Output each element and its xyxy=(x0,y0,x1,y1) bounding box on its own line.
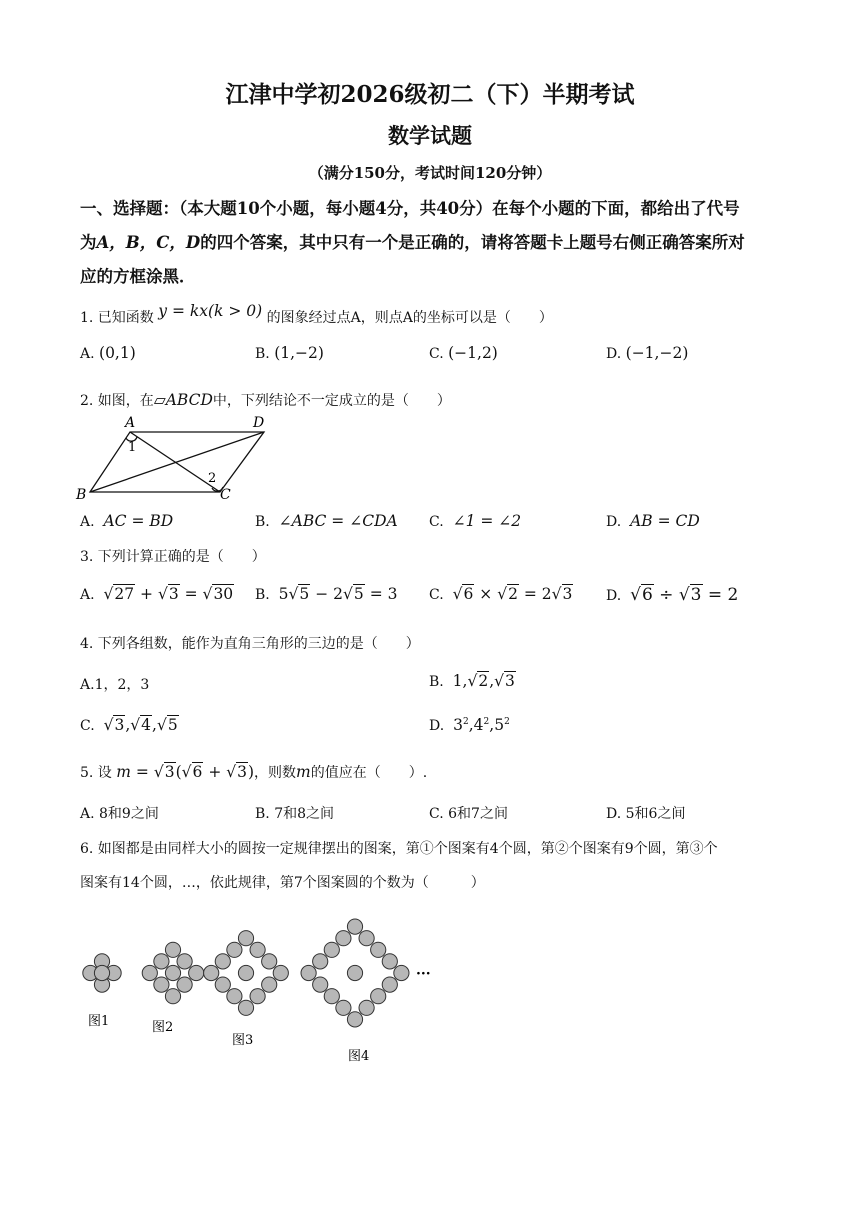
radicand: 6 xyxy=(641,585,653,605)
option-value: ∠ABC = ∠CDA xyxy=(278,512,398,530)
option-value: 5√5 − 2√5 = 3 xyxy=(278,585,398,603)
option-value: 5和6之间 xyxy=(625,806,686,822)
option-value: √6 × √2 = 2√3 xyxy=(452,585,573,603)
option-label: A. xyxy=(80,514,95,530)
q3-option-a[interactable] xyxy=(80,585,234,603)
pattern-3-circle xyxy=(273,965,288,980)
q2-shape: ▱ABCD xyxy=(153,391,213,409)
option-label: C. xyxy=(429,806,444,822)
option-label: B. xyxy=(255,806,270,822)
pattern-1-circle xyxy=(94,965,109,980)
q4-option-c[interactable] xyxy=(80,716,179,734)
angle-2-label: 2 xyxy=(208,471,217,486)
option-value: 6和7之间 xyxy=(448,806,508,822)
option-label: B. xyxy=(255,514,270,530)
pattern-4-circle xyxy=(359,931,374,946)
q1-option-b[interactable] xyxy=(255,344,324,362)
option-value: √27 + √3 = √30 xyxy=(103,585,234,603)
base: 5 xyxy=(494,716,505,734)
operator: = 2 xyxy=(518,585,552,603)
circle-pattern-figure xyxy=(60,895,460,1075)
option-value: AC = BD xyxy=(103,512,174,530)
radicand: 6 xyxy=(192,763,203,781)
pattern-3-circle xyxy=(238,1000,253,1015)
pattern-2-circle xyxy=(177,954,192,969)
pattern-4-circle xyxy=(336,931,351,946)
coefficient: 5 xyxy=(278,585,289,603)
pattern-3-circle xyxy=(215,954,230,969)
q4-option-d[interactable] xyxy=(429,716,510,734)
option-label: A. xyxy=(80,346,95,362)
option-value: (1,−2) xyxy=(274,344,324,362)
pattern-4-circle xyxy=(336,1000,351,1015)
q5-option-c[interactable] xyxy=(429,803,508,823)
option-label: A. xyxy=(80,806,95,822)
option-value: 7和8之间 xyxy=(274,806,335,822)
pattern-3-circle xyxy=(262,977,277,992)
diagonal-bd xyxy=(90,432,264,492)
pattern-4-circle xyxy=(324,989,339,1004)
section-intro-line1: 一、选择题：（本大题10个小题，每小题4分，共40分）在每个小题的下面，都给出了代号 xyxy=(80,199,740,218)
q1-option-a[interactable] xyxy=(80,344,136,362)
pattern-4-circle xyxy=(313,954,328,969)
exam-title: 江津中学初2026级初二（下）半期考试 xyxy=(225,81,635,108)
question-6-line1: 6. 如图都是由同样大小的圆按一定规律摆出的图案，第①个图案有4个圆，第②个图案有9个圆，第③个 xyxy=(80,841,718,857)
vertex-c-label: C xyxy=(220,487,231,503)
q5-post: ，则数 xyxy=(254,765,297,781)
section-intro-line3: 应的方框涂黑． xyxy=(80,267,196,286)
pattern-4-circle xyxy=(347,1012,362,1027)
figure-3-label: 图3 xyxy=(232,1033,254,1048)
parallelogram-figure xyxy=(74,414,274,504)
q1-pre: 1. 已知函数 xyxy=(80,310,154,326)
pattern-4-circle xyxy=(371,989,386,1004)
q5-option-b[interactable] xyxy=(255,803,334,823)
separator: , xyxy=(489,672,495,690)
pattern-4-circle xyxy=(359,1000,374,1015)
figure-4-label: 图4 xyxy=(348,1049,370,1064)
option-value: 1,√2,√3 xyxy=(452,672,515,690)
radicand: 3 xyxy=(114,716,125,734)
q2-post: 中，下列结论不一定成立的是（ ） xyxy=(212,393,451,409)
base: 4 xyxy=(473,716,484,734)
base: 3 xyxy=(453,716,463,734)
pattern-4-circle xyxy=(371,942,386,957)
q5-formula: m = √3(√6 + √3) xyxy=(116,763,255,781)
option-value: √6 ÷ √3 = 2 xyxy=(630,585,739,605)
operator: ÷ xyxy=(653,585,679,605)
radicand: 3 xyxy=(562,585,573,603)
section-intro xyxy=(80,192,784,294)
option-value: ∠1 = ∠2 xyxy=(452,512,522,530)
option-label: B. xyxy=(255,587,270,603)
option-label: A. xyxy=(80,587,95,603)
option-value: AB = CD xyxy=(630,512,700,530)
pattern-4-circle xyxy=(382,954,397,969)
q2-option-d[interactable] xyxy=(606,512,700,530)
pattern-circles xyxy=(83,919,409,1027)
option-label: B. xyxy=(429,674,444,690)
pattern-3-circle xyxy=(250,989,265,1004)
radicand: 5 xyxy=(299,585,310,603)
option-value: √3,√4,√5 xyxy=(103,716,178,734)
option-label: D. xyxy=(606,806,622,822)
option-value xyxy=(453,716,510,734)
vertex-b-label: B xyxy=(76,487,87,503)
q5-option-a[interactable] xyxy=(80,803,159,823)
option-value: 8和9之间 xyxy=(99,806,159,822)
pattern-2-circle xyxy=(165,965,180,980)
q2-option-c[interactable] xyxy=(429,512,521,530)
q2-pre: 2. 如图，在 xyxy=(80,393,154,409)
pattern-3-circle xyxy=(238,965,253,980)
q1-option-d[interactable] xyxy=(606,344,688,362)
option-label: C. xyxy=(429,346,444,362)
radicand: 30 xyxy=(213,585,234,603)
radicand: 5 xyxy=(353,585,364,603)
option-value: (−1,−2) xyxy=(625,344,689,362)
q1-post: 的图象经过点A，则点A的坐标可以是（ ） xyxy=(266,310,553,326)
pattern-3-circle xyxy=(227,942,242,957)
exam-subtitle: 数学试题 xyxy=(388,123,472,148)
figure-2-label: 图2 xyxy=(152,1020,174,1035)
option-label: D. xyxy=(606,346,622,362)
option-value: (−1,2) xyxy=(448,344,498,362)
diagonal-ac xyxy=(130,432,220,492)
question-1-stem xyxy=(80,302,553,327)
operator: = xyxy=(179,585,203,603)
separator: , xyxy=(489,716,495,734)
intro-text: 的四个答案，其中只有一个是正确的，请将 xyxy=(200,233,514,252)
radicand: 2 xyxy=(508,585,518,603)
exponent: 2 xyxy=(483,716,490,727)
operator: − 2 xyxy=(310,585,343,603)
intro-dotted-char: 答题卡 • xyxy=(514,233,564,252)
question-3-stem: 3. 下列计算正确的是（ ） xyxy=(80,549,266,565)
separator: , xyxy=(468,716,474,734)
q2-option-a[interactable] xyxy=(80,512,173,530)
radicand: 3 xyxy=(237,763,247,781)
q1-option-c[interactable] xyxy=(429,344,498,362)
operator: = 2 xyxy=(702,585,739,605)
option-label: C. xyxy=(80,718,95,734)
pattern-3-circle xyxy=(238,931,253,946)
operator: + xyxy=(135,585,158,603)
option-label: B. xyxy=(255,346,270,362)
radicand: 5 xyxy=(167,716,178,734)
operator: × xyxy=(474,585,498,603)
pattern-2-circle xyxy=(165,942,180,957)
question-2-stem xyxy=(80,390,451,410)
pattern-4-circle xyxy=(382,977,397,992)
radicand: 27 xyxy=(114,585,135,603)
section-intro-line2 xyxy=(80,226,784,260)
intro-text: 为 xyxy=(80,233,97,252)
pattern-4-circle xyxy=(301,965,316,980)
intro-text: 上题号右侧正确答案所对 xyxy=(563,233,745,252)
pattern-2-circle xyxy=(154,954,169,969)
q2-option-b[interactable] xyxy=(255,512,398,530)
vertex-d-label: D xyxy=(253,415,265,431)
question-6-line2: 图案有14个圆，…，依此规律，第7个图案圆的个数为（ ） xyxy=(80,875,485,891)
pattern-3-circle xyxy=(204,965,219,980)
separator: , xyxy=(125,716,131,734)
pattern-2-circle xyxy=(165,989,180,1004)
var-m: m xyxy=(296,763,311,781)
question-5-stem xyxy=(80,762,427,782)
radicand: 3 xyxy=(164,763,175,781)
pattern-2-circle xyxy=(154,977,169,992)
q5-pre: 5. 设 xyxy=(80,765,112,781)
option-label: C. xyxy=(429,587,444,603)
pattern-4-circle xyxy=(347,965,362,980)
pattern-3-circle xyxy=(215,977,230,992)
exponent: 2 xyxy=(504,716,510,727)
separator: , xyxy=(152,716,157,734)
angle-1-label: 1 xyxy=(128,440,137,455)
radicand: 6 xyxy=(463,585,474,603)
pattern-3-circle xyxy=(250,942,265,957)
option-label: D. xyxy=(606,514,622,530)
pattern-2-circle xyxy=(189,965,204,980)
pattern-4-circle xyxy=(313,977,328,992)
option-label: C. xyxy=(429,514,444,530)
q3-option-b[interactable] xyxy=(255,585,397,603)
q5-option-d[interactable] xyxy=(606,803,685,823)
radicand: 3 xyxy=(168,585,179,603)
exponent: 2 xyxy=(462,716,469,727)
q5-post: 的值应在（ ）. xyxy=(310,765,428,781)
q3-option-c[interactable] xyxy=(429,585,573,603)
radicand: 2 xyxy=(478,672,489,690)
option-label: A. xyxy=(80,677,95,693)
q4-option-a[interactable] xyxy=(80,674,149,694)
pattern-4-circle xyxy=(394,965,409,980)
pattern-4-circle xyxy=(347,919,362,934)
figure-1-label: 图1 xyxy=(88,1014,110,1029)
question-4-stem: 4. 下列各组数，能作为直角三角形的三边的是（ ） xyxy=(80,636,420,652)
operator: = xyxy=(130,763,154,781)
option-value: (0,1) xyxy=(99,344,136,362)
option-value: 1，2，3 xyxy=(94,677,150,693)
radicand: 4 xyxy=(141,716,152,734)
exam-note: （满分150分，考试时间120分钟） xyxy=(308,164,552,182)
option-label: D. xyxy=(429,718,445,734)
radicand: 3 xyxy=(690,585,702,605)
pattern-3-circle xyxy=(262,954,277,969)
vertex-a-label: A xyxy=(125,415,136,431)
q4-option-b[interactable] xyxy=(429,672,516,690)
pattern-2-circle xyxy=(142,965,157,980)
pattern-3-circle xyxy=(227,989,242,1004)
var-m: m xyxy=(116,763,131,781)
intro-abcd: A，B，C，D xyxy=(96,233,201,252)
radicand: 3 xyxy=(505,672,515,690)
operator: = 3 xyxy=(364,585,398,603)
pattern-2-circle xyxy=(177,977,192,992)
option-label: D. xyxy=(606,588,622,604)
q1-formula: y = kx(k > 0) xyxy=(158,302,263,320)
pattern-4-circle xyxy=(324,942,339,957)
ellipsis-mark: ··· xyxy=(416,966,431,982)
q3-option-d[interactable] xyxy=(606,585,738,605)
number: 1, xyxy=(452,672,468,690)
